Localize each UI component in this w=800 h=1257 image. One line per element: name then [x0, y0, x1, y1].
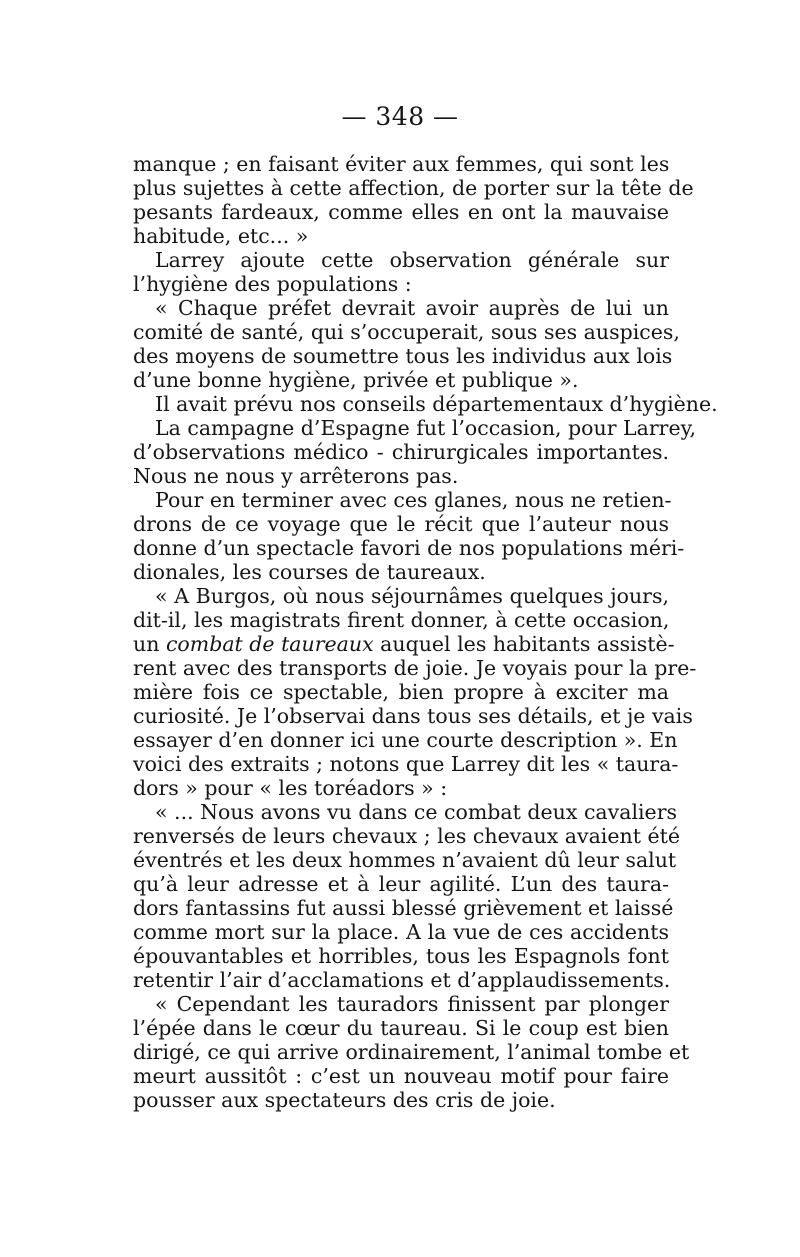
text-line: rent avec des transports de joie. Je voyais pour la pre- — [133, 656, 697, 680]
text-line: éventrés et les deux hommes n’avaient dû leur salut — [133, 848, 677, 872]
text-line: Il avait prévu nos conseils départementaux d’hygiène. — [155, 392, 718, 416]
body-text — [133, 152, 718, 1112]
page-number: — 348 — — [341, 102, 459, 131]
text-line: essayer d’en donner ici une courte description ». En — [133, 728, 678, 752]
text-line: drons de ce voyage que le récit que l’auteur nous — [133, 512, 669, 536]
text-line: plus sujettes à cette affection, de porter sur la tête de — [133, 176, 694, 200]
text-line: comme mort sur la place. A la vue de ces accidents — [133, 920, 669, 944]
text-line: dors » pour « les toréadors » : — [133, 776, 448, 800]
text-line: Pour en terminer avec ces glanes, nous ne retien- — [155, 488, 672, 512]
italic-phrase: combat de taureaux — [165, 632, 374, 656]
text-line: pesants fardeaux, comme elles en ont la mauvaise — [133, 200, 669, 224]
text-line: dors fantassins fut aussi blessé grièvement et laissé — [133, 896, 674, 920]
text-line: un combat de taureaux auquel les habitants assistè- — [133, 632, 675, 656]
text-line: d’observations médico - chirurgicales importantes. — [133, 440, 669, 464]
text-line: curiosité. Je l’observai dans tous ses détails, et je vais — [133, 704, 693, 728]
text-line: « ... Nous avons vu dans ce combat deux cavaliers — [155, 800, 678, 824]
text-line: dionales, les courses de taureaux. — [133, 560, 486, 584]
text-line: qu’à leur adresse et à leur agilité. L’un des taura- — [133, 872, 669, 896]
text-line: l’épée dans le cœur du taureau. Si le coup est bien — [133, 1016, 669, 1040]
text-line: « A Burgos, où nous séjournâmes quelques jours, — [155, 584, 669, 608]
text-line: d’une bonne hygiène, privée et publique ». — [133, 368, 579, 392]
text-line: épouvantables et horribles, tous les Espagnols font — [133, 944, 669, 968]
text-line: « Cependant les tauradors finissent par plonger — [155, 992, 669, 1016]
text-line: dirigé, ce qui arrive ordinairement, l’animal tombe et — [133, 1040, 690, 1064]
text-line: mière fois ce spectable, bien propre à exciter ma — [133, 680, 669, 704]
text-line: retentir l’air d’acclamations et d’applaudissements. — [133, 968, 671, 992]
text-line: Larrey ajoute cette observation générale sur — [155, 248, 669, 272]
text-line: comité de santé, qui s’occuperait, sous ses auspices, — [133, 320, 680, 344]
text-line: pousser aux spectateurs des cris de joie. — [133, 1088, 556, 1112]
text-line: dit-il, les magistrats firent donner, à cette occasion, — [133, 608, 670, 632]
text-line: renversés de leurs chevaux ; les chevaux avaient été — [133, 824, 680, 848]
text-line: « Chaque préfet devrait avoir auprès de lui un — [155, 296, 669, 320]
text-line: voici des extraits ; notons que Larrey dit les « taura- — [133, 752, 679, 776]
text-line: des moyens de soumettre tous les individus aux lois — [133, 344, 673, 368]
text-line: habitude, etc... » — [133, 224, 309, 248]
text-line: meurt aussitôt : c’est un nouveau motif pour faire — [133, 1064, 669, 1088]
text-line: manque ; en faisant éviter aux femmes, qui sont les — [133, 152, 670, 176]
text-line: La campagne d’Espagne fut l’occasion, pour Larrey, — [155, 416, 696, 440]
text-line: l’hygiène des populations : — [133, 272, 412, 296]
text-line: donne d’un spectacle favori de nos populations méri- — [133, 536, 685, 560]
text-line: Nous ne nous y arrêterons pas. — [133, 464, 459, 488]
